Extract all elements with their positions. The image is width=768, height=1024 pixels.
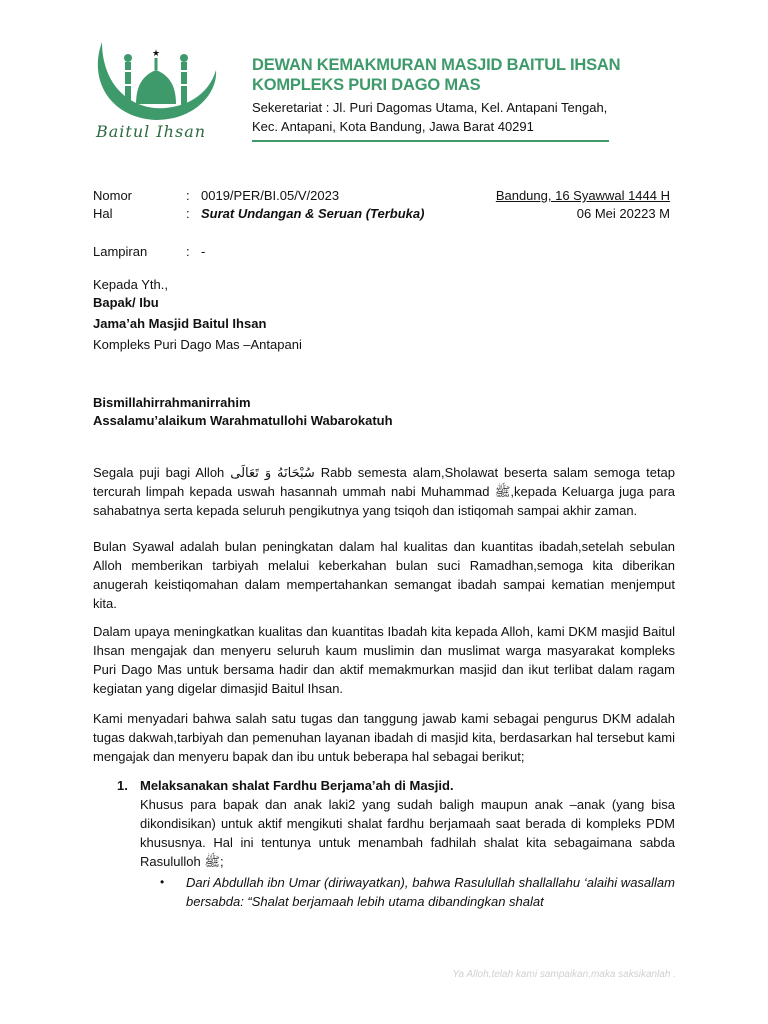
- bullet-icon: •: [160, 875, 165, 889]
- list-item-title: Melaksanakan shalat Fardhu Berjama’ah di Masjid.: [140, 778, 454, 793]
- basmalah: Bismillahirrahmanirrahim: [93, 395, 251, 410]
- colon: :: [186, 206, 190, 221]
- org-address: [252, 98, 607, 136]
- nomor-value: 0019/PER/BI.05/V/2023: [201, 188, 340, 203]
- footer-tagline: Ya Alloh,telah kami sampaikan,maka saksikanlah .: [452, 969, 676, 980]
- body-paragraph: Dalam upaya meningkatkan kualitas dan kuantitas Ibadah kita kepada Alloh, kami DKM masjid Baitul Ihsan mengajak dan menyeru seluruh kaum muslimin dan muslimat warga masyarakat kompleks Puri Dago Mas untuk bersama hadir dan aktif memakmurkan masjid dan ikut terlibat dalam ragam kegiatan yang digelar dimasjid Baitul Ihsan.: [93, 624, 675, 696]
- colon: :: [186, 244, 190, 259]
- logo-wordmark: Baitul Ihsan: [96, 122, 207, 141]
- address-line: Sekeretariat : Jl. Puri Dagomas Utama, Kel. Antapani Tengah,: [252, 100, 608, 115]
- body-paragraph: Bulan Syawal adalah bulan peningkatan dalam hal kualitas dan kuantitas ibadah,setelah sebulan Alloh memberikan tarbiyah melalui keberkahan bulan suci Ramadhan,semoga kita diberikan anugerah keistiqomahan dalam mempertahankan semangat ibadah sampai kematian menjemput kita.: [93, 539, 675, 611]
- hal-label: Hal: [93, 206, 113, 221]
- salam: Assalamu’alaikum Warahmatullohi Wabarokatuh: [93, 413, 393, 428]
- date-masehi: 06 Mei 20223 M: [576, 206, 670, 221]
- address-line: Kec. Antapani, Kota Bandung, Jawa Barat 40291: [252, 119, 534, 134]
- recipient-line: Kompleks Puri Dago Mas –Antapani: [93, 337, 302, 352]
- hal-value: Surat Undangan & Seruan (Terbuka): [201, 206, 425, 221]
- recipient-line: Bapak/ Ibu: [93, 295, 159, 310]
- nomor-label: Nomor: [93, 188, 133, 203]
- lampiran-label: Lampiran: [93, 244, 148, 259]
- body-paragraph: Kami menyadari bahwa salah satu tugas dan tanggung jawab kami sebagai pengurus DKM adalah tugas dakwah,tarbiyah dan pemenuhan layanan ibadah di masjid kita, berdasarkan hal tersebut kami mengajak dan menyeru bapak dan ibu untuk beberapa hal sebagai berikut;: [93, 711, 675, 764]
- lampiran-value: -: [201, 244, 206, 259]
- letterhead-divider: [252, 140, 609, 142]
- org-subname: KOMPLEKS PURI DAGO MAS: [252, 76, 481, 94]
- recipient-line: Jama’ah Masjid Baitul Ihsan: [93, 316, 267, 331]
- bullet-text: Dari Abdullah ibn Umar (diriwayatkan), bahwa Rasulullah shallallahu ‘alaihi wasallam bersabda: “Shalat berjamaah lebih utama dibandingkan shalat: [186, 875, 675, 909]
- org-name: DEWAN KEMAKMURAN MASJID BAITUL IHSAN: [252, 56, 621, 74]
- date-hijri: Bandung, 16 Syawwal 1444 H: [495, 188, 670, 203]
- colon: :: [186, 188, 190, 203]
- mosque-logo: [96, 40, 220, 146]
- list-item-text: Khusus para bapak dan anak laki2 yang sudah baligh maupun anak –anak (yang bisa dikondisikan) untuk aktif mengikuti shalat fardhu berjamaah saat berada di kompleks PDM khususnya. Hal ini tentunya untuk menambah fadhilah shalat kita sebagaimana sabda Rasululloh ﷺ;: [140, 797, 675, 869]
- recipient-line: Kepada Yth.,: [93, 277, 168, 292]
- list-number: 1.: [117, 778, 128, 793]
- svg-text:★: ★: [151, 49, 161, 59]
- body-paragraph: Segala puji bagi Alloh سُبْحَانَهُ وَ تَعَالَى Rabb semesta alam,Sholawat beserta salam semoga tetap tercurah limpah kepada uswah hasannah ummah nabi Muhammad ﷺ,kepada Keluarga juga para sahabatnya serta kepada seluruh pengikutnya yang tsiqoh dan istiqomah sampai akhir zaman.: [93, 465, 676, 518]
